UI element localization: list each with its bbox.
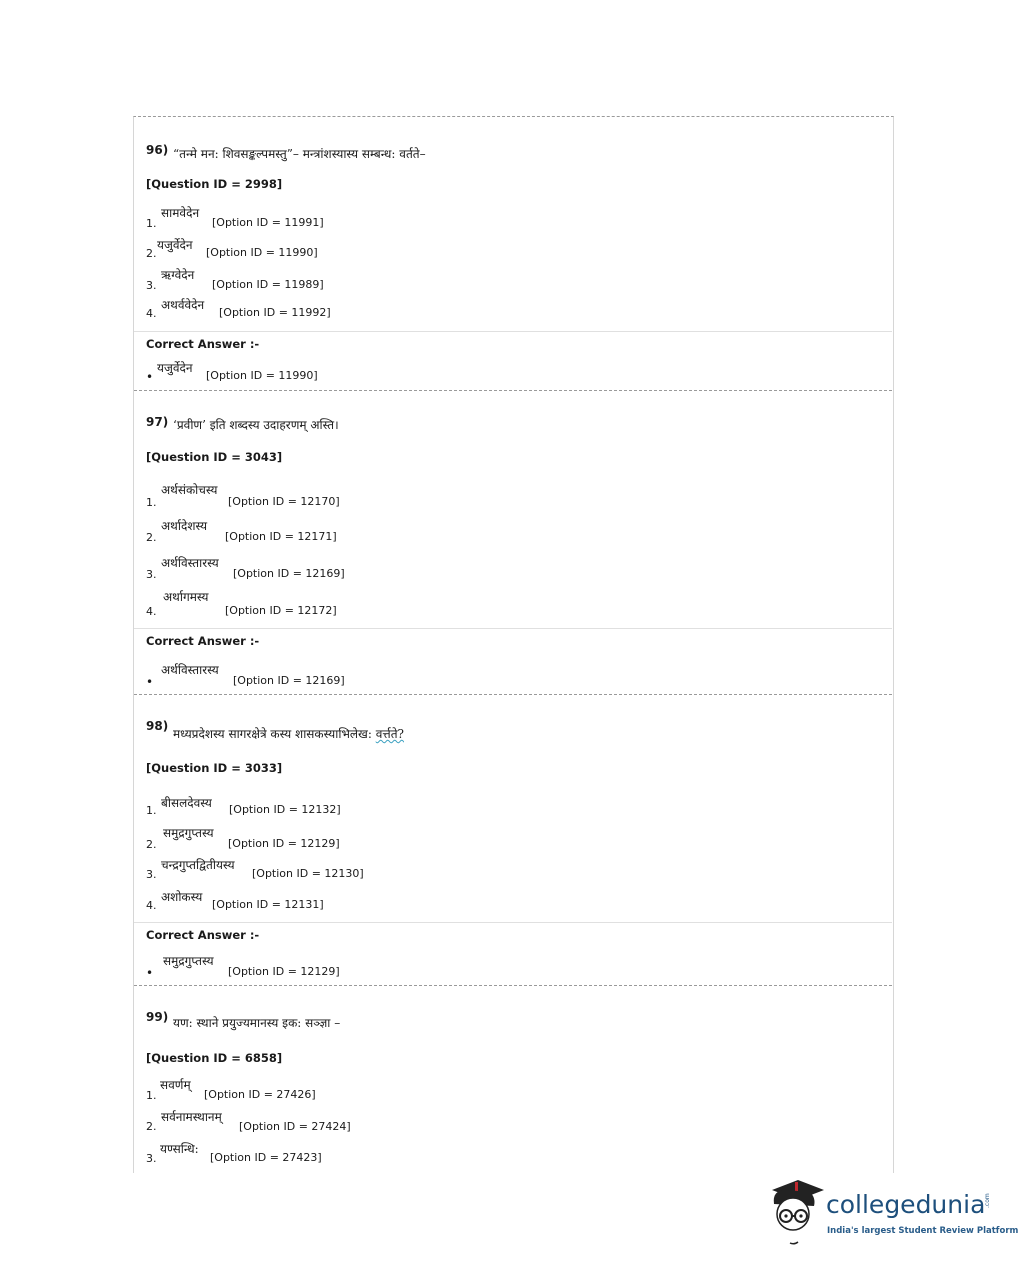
question-text: यण: स्थाने प्रयुज्यमानस्य इक: सञ्ज्ञा – bbox=[173, 1016, 341, 1030]
option-text: यण्सन्धि: bbox=[160, 1142, 199, 1156]
option-id: [Option ID = 11989] bbox=[212, 278, 324, 291]
option-text: सामवेदेन bbox=[161, 206, 200, 220]
option-id: [Option ID = 27426] bbox=[204, 1088, 316, 1101]
answer-text: समुद्रगुप्तस्य bbox=[163, 954, 214, 968]
question-text-end: वर्त्तते? bbox=[375, 727, 404, 741]
option-text: अथर्ववेदेन bbox=[161, 298, 205, 312]
divider bbox=[134, 628, 892, 629]
option-text: अर्थागमस्य bbox=[163, 590, 209, 604]
answer-option-id: [Option ID = 12169] bbox=[233, 674, 345, 687]
option-id: [Option ID = 11992] bbox=[219, 306, 331, 319]
option-text: अर्थविस्तारस्य bbox=[161, 556, 219, 570]
question-number: 98) bbox=[146, 719, 169, 733]
question-text: ‘प्रवीण’ इति शब्दस्य उदाहरणम् अस्ति। bbox=[173, 418, 339, 432]
logo-wordmark: collegedunia bbox=[826, 1190, 986, 1219]
option-id: [Option ID = 11991] bbox=[212, 216, 324, 229]
correct-answer-label: Correct Answer :- bbox=[146, 928, 260, 942]
option-text: बीसलदेवस्य bbox=[161, 796, 212, 810]
option-number: 4. bbox=[146, 605, 157, 618]
logo-tagline: India's largest Student Review Platform bbox=[827, 1226, 1019, 1236]
option-number: 1. bbox=[146, 217, 157, 230]
answer-bullet: • bbox=[146, 370, 154, 384]
option-number: 2. bbox=[146, 838, 157, 851]
divider bbox=[134, 922, 892, 923]
option-number: 3. bbox=[146, 568, 157, 581]
question-separator bbox=[134, 694, 892, 695]
option-id: [Option ID = 12170] bbox=[228, 495, 340, 508]
option-number: 3. bbox=[146, 868, 157, 881]
option-number: 1. bbox=[146, 1089, 157, 1102]
correct-answer-label: Correct Answer :- bbox=[146, 337, 260, 351]
option-id: [Option ID = 12172] bbox=[225, 604, 337, 617]
option-number: 2. bbox=[146, 531, 157, 544]
option-number: 2. bbox=[146, 1120, 157, 1133]
divider bbox=[134, 331, 892, 332]
option-text: सर्वनामस्थानम् bbox=[161, 1110, 222, 1124]
question-id: [Question ID = 6858] bbox=[146, 1051, 283, 1065]
option-id: [Option ID = 12130] bbox=[252, 867, 364, 880]
question-number: 97) bbox=[146, 415, 169, 429]
option-id: [Option ID = 12171] bbox=[225, 530, 337, 543]
option-id: [Option ID = 27423] bbox=[210, 1151, 322, 1164]
option-text: अर्थादेशस्य bbox=[161, 519, 208, 533]
question-text-main: मध्यप्रदेशस्य सागरक्षेत्रे कस्य शासकस्याभिलेख: bbox=[173, 727, 376, 741]
option-id: [Option ID = 12169] bbox=[233, 567, 345, 580]
option-text: अशोकस्य bbox=[161, 890, 203, 904]
student-mascot-icon bbox=[764, 1176, 826, 1248]
option-number: 2. bbox=[146, 247, 157, 260]
answer-option-id: [Option ID = 11990] bbox=[206, 369, 318, 382]
answer-text: यजुर्वेदेन bbox=[157, 361, 193, 375]
option-id: [Option ID = 12131] bbox=[212, 898, 324, 911]
answer-option-id: [Option ID = 12129] bbox=[228, 965, 340, 978]
option-text: अर्थसंकोचस्य bbox=[161, 483, 218, 497]
option-text: सवर्णम् bbox=[160, 1078, 191, 1092]
question-text: “तन्मे मन: शिवसङ्कल्पमस्तु”– मन्त्रांशस्यास्य सम्बन्ध: वर्तते– bbox=[173, 147, 426, 161]
question-number: 96) bbox=[146, 143, 169, 157]
answer-bullet: • bbox=[146, 966, 154, 980]
question-separator bbox=[134, 390, 892, 391]
option-text: समुद्रगुप्तस्य bbox=[163, 826, 214, 840]
logo-domain: .com bbox=[984, 1193, 991, 1208]
option-number: 1. bbox=[146, 804, 157, 817]
option-number: 4. bbox=[146, 307, 157, 320]
correct-answer-label: Correct Answer :- bbox=[146, 634, 260, 648]
answer-text: अर्थविस्तारस्य bbox=[161, 663, 219, 677]
option-id: [Option ID = 27424] bbox=[239, 1120, 351, 1133]
option-number: 3. bbox=[146, 1152, 157, 1165]
option-number: 3. bbox=[146, 279, 157, 292]
question-id: [Question ID = 2998] bbox=[146, 177, 283, 191]
question-id: [Question ID = 3043] bbox=[146, 450, 283, 464]
question-number: 99) bbox=[146, 1010, 169, 1024]
answer-bullet: • bbox=[146, 675, 154, 689]
option-text: यजुर्वेदेन bbox=[157, 238, 193, 252]
option-number: 4. bbox=[146, 899, 157, 912]
option-id: [Option ID = 12129] bbox=[228, 837, 340, 850]
option-number: 1. bbox=[146, 496, 157, 509]
option-text: चन्द्रगुप्तद्वितीयस्य bbox=[161, 858, 235, 872]
question-text bbox=[173, 725, 404, 742]
option-text: ऋग्वेदेन bbox=[161, 268, 195, 282]
option-id: [Option ID = 12132] bbox=[229, 803, 341, 816]
question-id: [Question ID = 3033] bbox=[146, 761, 283, 775]
option-id: [Option ID = 11990] bbox=[206, 246, 318, 259]
question-separator bbox=[134, 985, 892, 986]
